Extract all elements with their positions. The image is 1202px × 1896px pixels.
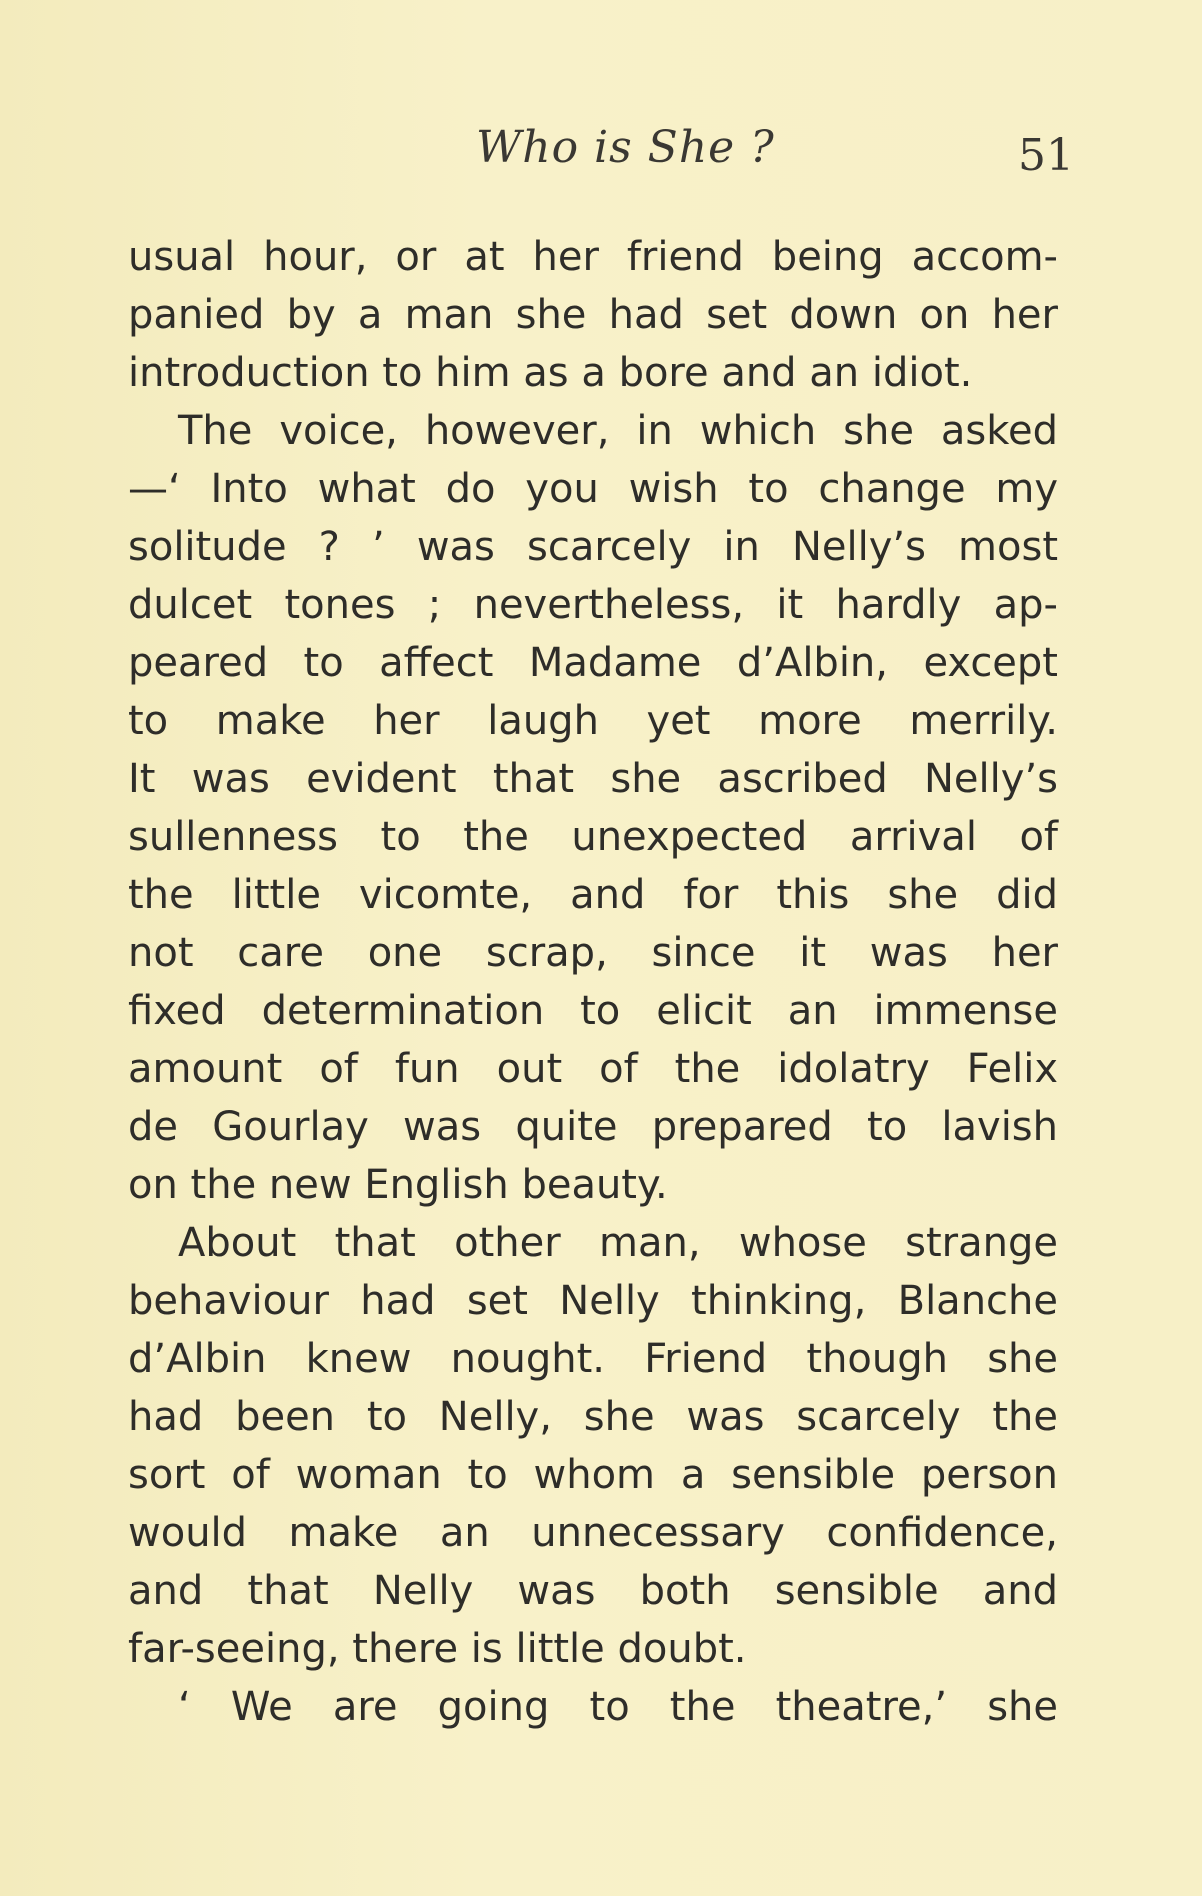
text-line: and that Nelly was both sensible and [128, 1568, 1058, 1614]
text-line: —‘ Into what do you wish to change my [128, 466, 1058, 512]
text-line: introduction to him as a bore and an idiot. [128, 350, 973, 396]
text-line: behaviour had set Nelly thinking, Blanche [128, 1278, 1058, 1324]
text-line: not care one scrap, since it was her [128, 930, 1058, 976]
text-line: It was evident that she ascribed Nelly’s [128, 756, 1058, 802]
text-line: d’Albin knew nought. Friend though she [128, 1336, 1058, 1382]
body-text [128, 228, 1058, 1736]
text-line: on the new English beauty. [128, 1162, 668, 1208]
text-line: would make an unnecessary confidence, [128, 1510, 1058, 1556]
running-title: Who is She ? [476, 122, 775, 173]
text-line: panied by a man she had set down on her [128, 292, 1058, 338]
text-line: dulcet tones ; nevertheless, it hardly ap- [128, 582, 1058, 628]
text-line: peared to affect Madame d’Albin, except [128, 640, 1058, 686]
text-line: About that other man, whose strange [178, 1220, 1058, 1266]
text-line: de Gourlay was quite prepared to lavish [128, 1104, 1058, 1150]
text-line: usual hour, or at her friend being accom- [128, 234, 1058, 280]
page-number: 51 [1018, 130, 1074, 181]
text-line: sullenness to the unexpected arrival of [128, 814, 1058, 860]
running-head [0, 122, 1202, 182]
text-line: to make her laugh yet more merrily. [128, 698, 1058, 744]
text-line: ‘ We are going to the theatre,’ she [178, 1684, 1058, 1730]
text-line: far-seeing, there is little doubt. [128, 1626, 747, 1672]
text-line: the little vicomte, and for this she did [128, 872, 1058, 918]
text-line: had been to Nelly, she was scarcely the [128, 1394, 1058, 1440]
text-line: fixed determination to elicit an immense [128, 988, 1058, 1034]
text-line: sort of woman to whom a sensible person [128, 1452, 1058, 1498]
text-line: solitude ? ’ was scarcely in Nelly’s most [128, 524, 1058, 570]
text-line: amount of fun out of the idolatry Felix [128, 1046, 1058, 1092]
text-line: The voice, however, in which she asked [178, 408, 1058, 454]
